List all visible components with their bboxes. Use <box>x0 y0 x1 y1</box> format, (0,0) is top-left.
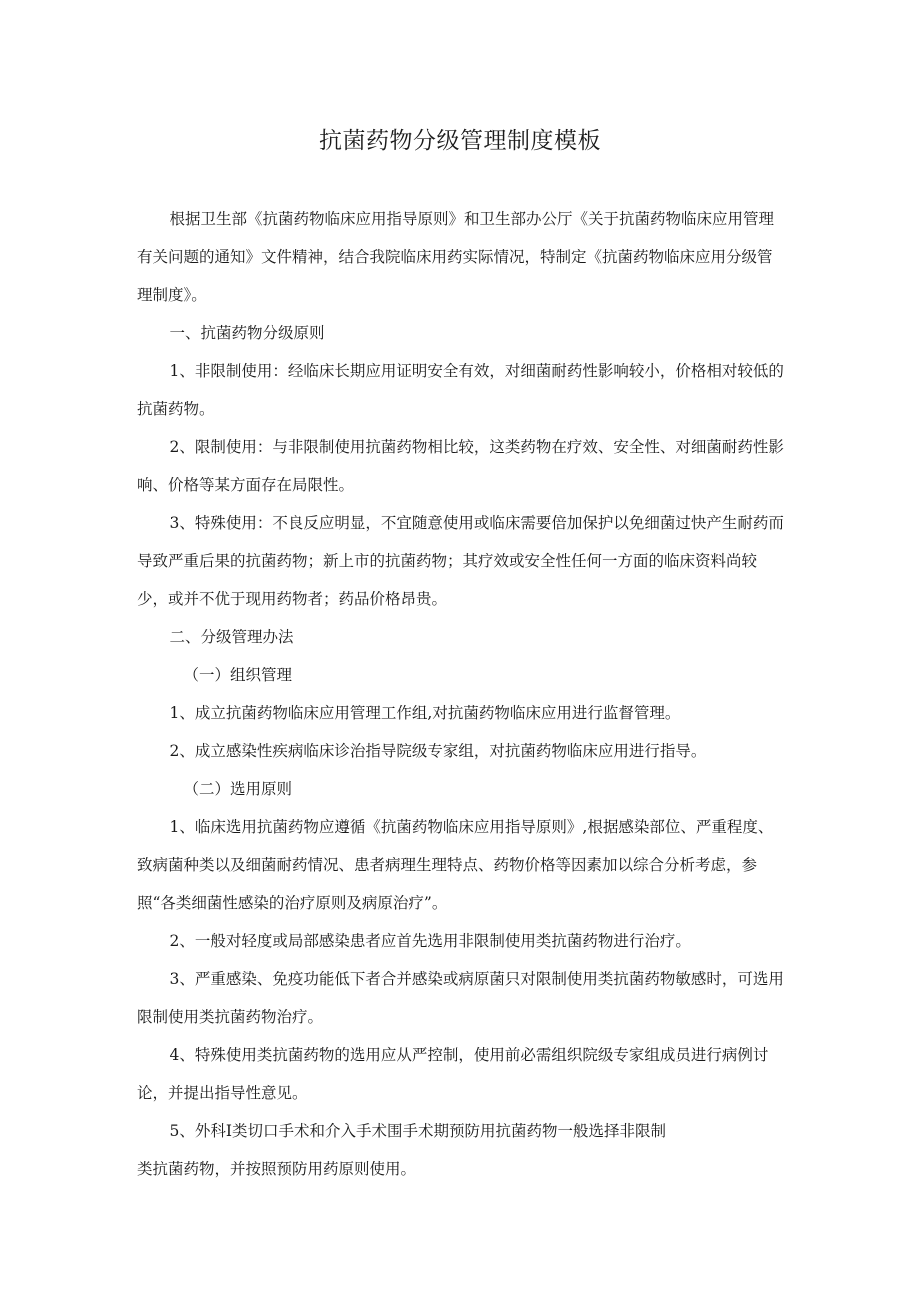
paragraph-item: 5、外科I类切口手术和介入手术围手术期预防用抗菌药物一般选择非限制 <box>169 1122 667 1140</box>
paragraph-item: 1、非限制使用：经临床长期应用证明安全有效，对细菌耐药性影响较小，价格相对较低的抗菌药物。 <box>137 362 784 418</box>
subsection-heading-1: （一）组织管理 <box>183 666 293 684</box>
paragraph-item: 1、成立抗菌药物临床应用管理工作组,对抗菌药物临床应用进行监督管理。 <box>169 704 681 722</box>
section-heading-1: 一、抗菌药物分级原则 <box>169 324 325 342</box>
paragraph-item: 2、一般对轻度或局部感染患者应首先选用非限制使用类抗菌药物进行治疗。 <box>169 932 691 950</box>
paragraph-item: 3、严重感染、免疫功能低下者合并感染或病原菌只对限制使用类抗菌药物敏感时，可选用限制使用类抗菌药物治疗。 <box>137 970 784 1026</box>
document-title: 抗菌药物分级管理制度模板 <box>319 128 601 154</box>
document-body <box>137 200 787 1188</box>
subsection-heading-2: （二）选用原则 <box>183 780 293 798</box>
section-heading-2: 二、分级管理办法 <box>169 628 294 646</box>
paragraph-item: 1、临床选用抗菌药物应遵循《抗菌药物临床应用指导原则》,根据感染部位、严重程度、致病菌种类以及细菌耐药情况、患者病理生理特点、药物价格等因素加以综合分析考虑，参照“各类细菌性感染的治疗原则及病原治疗”。 <box>137 818 774 912</box>
paragraph-item: 3、特殊使用：不良反应明显，不宜随意使用或临床需要倍加保护以免细菌过快产生耐药而导致严重后果的抗菌药物；新上市的抗菌药物；其疗效或安全性任何一方面的临床资料尚较少，或并不优于现用药物者；药品价格昂贵。 <box>137 514 784 608</box>
paragraph-item: 2、限制使用：与非限制使用抗菌药物相比较，这类药物在疗效、安全性、对细菌耐药性影响、价格等某方面存在局限性。 <box>137 438 784 494</box>
paragraph-continuation: 类抗菌药物，并按照预防用药原则使用。 <box>137 1160 417 1178</box>
paragraph-item: 4、特殊使用类抗菌药物的选用应从严控制，使用前必需组织院级专家组成员进行病例讨论，并提出指导性意见。 <box>137 1046 769 1102</box>
paragraph-intro: 根据卫生部《抗菌药物临床应用指导原则》和卫生部办公厅《关于抗菌药物临床应用管理有关问题的通知》文件精神，结合我院临床用药实际情况，特制定《抗菌药物临床应用分级管理制度》。 <box>137 210 775 304</box>
paragraph-item: 2、成立感染性疾病临床诊治指导院级专家组，对抗菌药物临床应用进行指导。 <box>169 742 707 760</box>
